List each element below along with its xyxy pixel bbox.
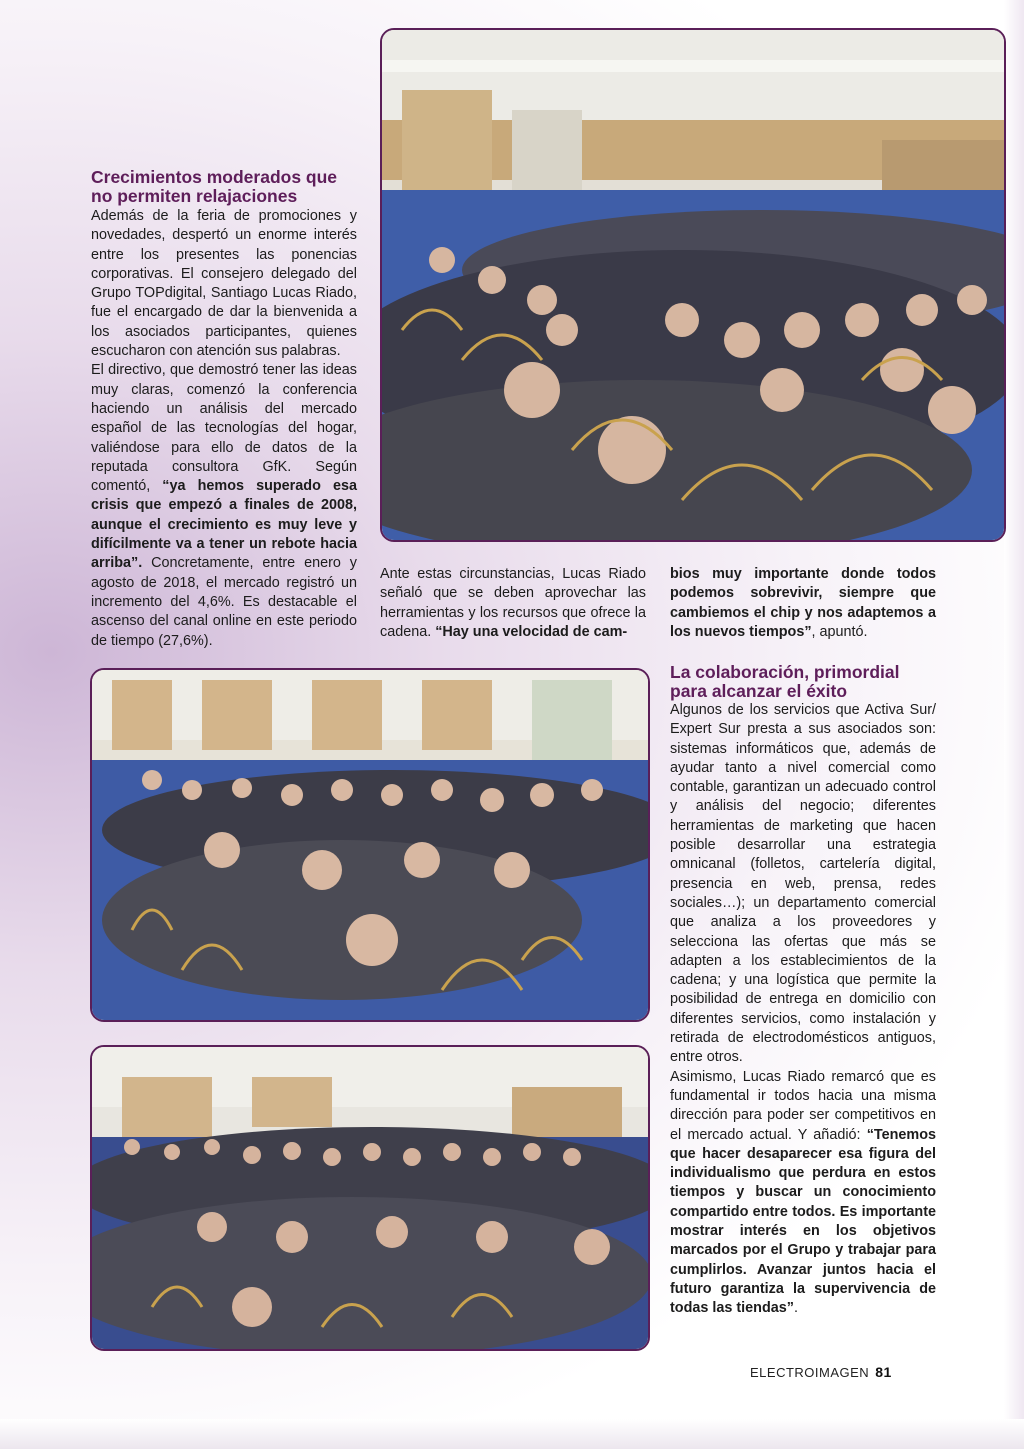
column2-text: Ante estas circunstancias, Lucas Riado señaló que se deben aprovechar las herramientas y los recursos que ofrece la cadena. [380,566,646,640]
section2-para1: Algunos de los servicios que Activa Sur/ Expert Sur presta a sus asociados son: sistemas informáticos que, además de ayudar tanto a nivel comercial como contable, garantizan un adecuado control y análisis del negocio; diferentes herramientas de marketing que hacen posible desarrollar una estrategia omnicanal (folletos, cartelería digital, presencia en web, prensa, redes sociales…); un departamento comercial que analiza a los proveedores y selecciona las ofertas que más se adapten a los establecimientos de la cadena; y una logística que permite la posibilidad de entrega en domicilio con diferentes servicios, como instalación y retirada de electrodomésticos antiguos, entre otros. [670,702,936,1066]
section1-heading-line2: no permiten relajaciones [91,186,298,206]
conference-photo-top [380,28,1006,542]
section2-heading [670,663,950,701]
section1-heading-line1: Crecimientos moderados que [91,167,338,187]
column3-top-body [670,565,936,642]
page-footer [750,1364,892,1380]
column3-quote: bios muy importante donde todos podemos sobrevivir, siempre que cambiemos el chip y nos adaptemos a los nuevos tiempos” [670,566,936,640]
section1-para2-start: El directivo, que demostró tener las ideas muy claras, comenzó la conferencia haciendo un análisis del mercado español de las tecnologías del hogar, valiéndose para ello de datos de la reputada consultora GfK. Según comentó, [91,362,357,495]
section2-para2-start: Asimismo, Lucas Riado remarcó que es fundamental ir todos hacia una misma dirección para poder ser competitivos en el mercado actual. Y añadió: [670,1068,936,1143]
section2-quote: “Tenemos que hacer desaparecer esa figura del individualismo que perdura en estos tiempos y buscar un conocimiento compartido entre todos. Es importante mostrar interés en los objetivos marcados por el Grupo y trabajar para cumplirlos. Avanzar juntos hacia el futuro garantiza la supervivencia de todas las tiendas” [670,1126,936,1317]
page-edge-right [1004,0,1024,1449]
page-edge-bottom [0,1419,1024,1449]
section2-heading-line1: La colaboración, primordial [670,662,900,682]
section2-body [670,701,936,1319]
section1-para2-end: Concretamente, entre enero y agosto de 2018, el mercado registró un incremento del 4,6%. Es destacable el ascenso del canal online en este periodo de tiempo (27,6%). [91,555,357,649]
section2-para2-end: . [793,1300,798,1317]
audience-photo-middle [90,668,650,1022]
section1-quote: “ya hemos superado esa crisis que empezó a finales de 2008, aunque el crecimiento es muy leve y difícilmente va a tener un rebote hacia arriba”. [91,478,357,572]
section1-para1: Además de la feria de promociones y novedades, despertó un enorme interés entre los presentes las ponencias corporativas. El consejero delegado del Grupo TOPdigital, Santiago Lucas Riado, fue el encargado de dar la bienvenida a los asociados participantes, quienes escucharon con atención sus palabras. [91,208,357,360]
column2-quote: “Hay una velocidad de cam- [435,623,628,640]
section1-heading [91,168,371,206]
column2-body [380,565,646,642]
column3-after: , apuntó. [811,623,868,640]
audience-photo-bottom [90,1045,650,1351]
page-number: 81 [875,1364,892,1380]
magazine-name: ELECTROIMAGEN [750,1365,870,1380]
section1-body [91,207,357,651]
section2-heading-line2: para alcanzar el éxito [670,681,848,701]
